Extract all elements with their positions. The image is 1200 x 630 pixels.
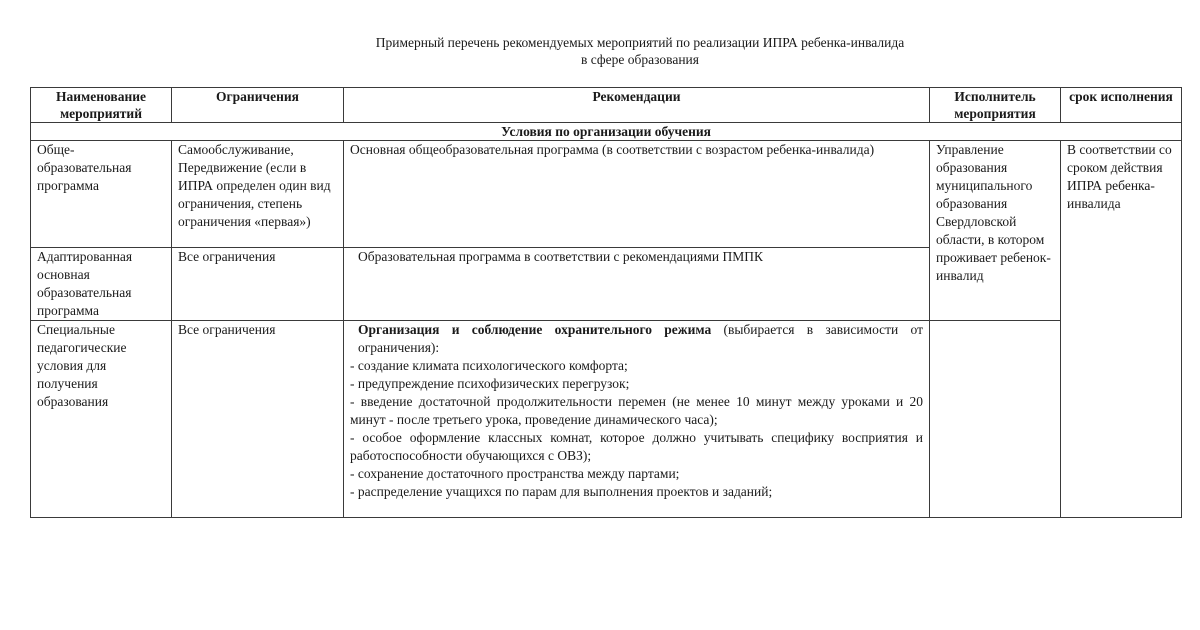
table-row xyxy=(31,321,1182,518)
header-recommendations: Рекомендации xyxy=(344,88,930,123)
list-item: - предупреждение психофизических перегрузок; xyxy=(350,376,630,391)
row-name: Специальные педагогические условия для получения образования xyxy=(31,321,172,518)
recommendation-lead xyxy=(350,321,923,357)
deadline-cell: В соответствии со сроком действия ИПРА ребенка-инвалида xyxy=(1061,141,1182,518)
executor-cell: Управление образования муниципального образования Свердловской области, в котором проживает ребенок-инвалид xyxy=(930,141,1061,321)
row-limits: Самообслуживание, Передвижение (если в ИПРА определен один вид ограничения, степень ограничения «первая») xyxy=(172,141,344,248)
section-row xyxy=(31,123,1182,141)
row-limits: Все ограничения xyxy=(172,321,344,518)
list-item: - сохранение достаточного пространства между партами; xyxy=(350,466,680,481)
row-name: Адаптированная основная образовательная программа xyxy=(31,248,172,321)
list-item: - распределение учащихся по парам для выполнения проектов и заданий; xyxy=(350,484,773,499)
row-recommendation: Образовательная программа в соответствии с рекомендациями ПМПК xyxy=(344,248,930,321)
list-item: - особое оформление классных комнат, которое должно учитывать специфику восприятия и работоспособности обучающихся с ОВЗ); xyxy=(350,430,923,463)
measures-table xyxy=(30,87,1182,518)
table-row xyxy=(31,141,1182,248)
recommendation-lead-rest: (выбирается в зависимости от ограничения): xyxy=(358,322,924,355)
executor-empty-cell xyxy=(930,321,1061,518)
header-name: Наименование мероприятий xyxy=(31,88,172,123)
title-line-2: в сфере образования xyxy=(581,52,699,67)
document-title xyxy=(0,34,1200,68)
row-name: Обще-образовательная программа xyxy=(31,141,172,248)
row-recommendation xyxy=(344,321,930,518)
header-deadline: срок исполнения xyxy=(1061,88,1182,123)
row-limits: Все ограничения xyxy=(172,248,344,321)
header-limits: Ограничения xyxy=(172,88,344,123)
header-executor: Исполнитель мероприятия xyxy=(930,88,1061,123)
list-item: - создание климата психологического комфорта; xyxy=(350,358,628,373)
row-recommendation: Основная общеобразовательная программа (в соответствии с возрастом ребенка-инвалида) xyxy=(344,141,930,248)
title-line-1: Примерный перечень рекомендуемых мероприятий по реализации ИПРА ребенка-инвалида xyxy=(375,35,905,50)
table-header-row xyxy=(31,88,1182,123)
list-item: - введение достаточной продолжительности перемен (не менее 10 минут между уроками и 20 минут - после третьего урока, проведение динамического часа); xyxy=(350,394,923,427)
recommendation-lead-bold: Организация и соблюдение охранительного режима xyxy=(358,322,712,337)
section-title: Условия по организации обучения xyxy=(31,123,1182,141)
